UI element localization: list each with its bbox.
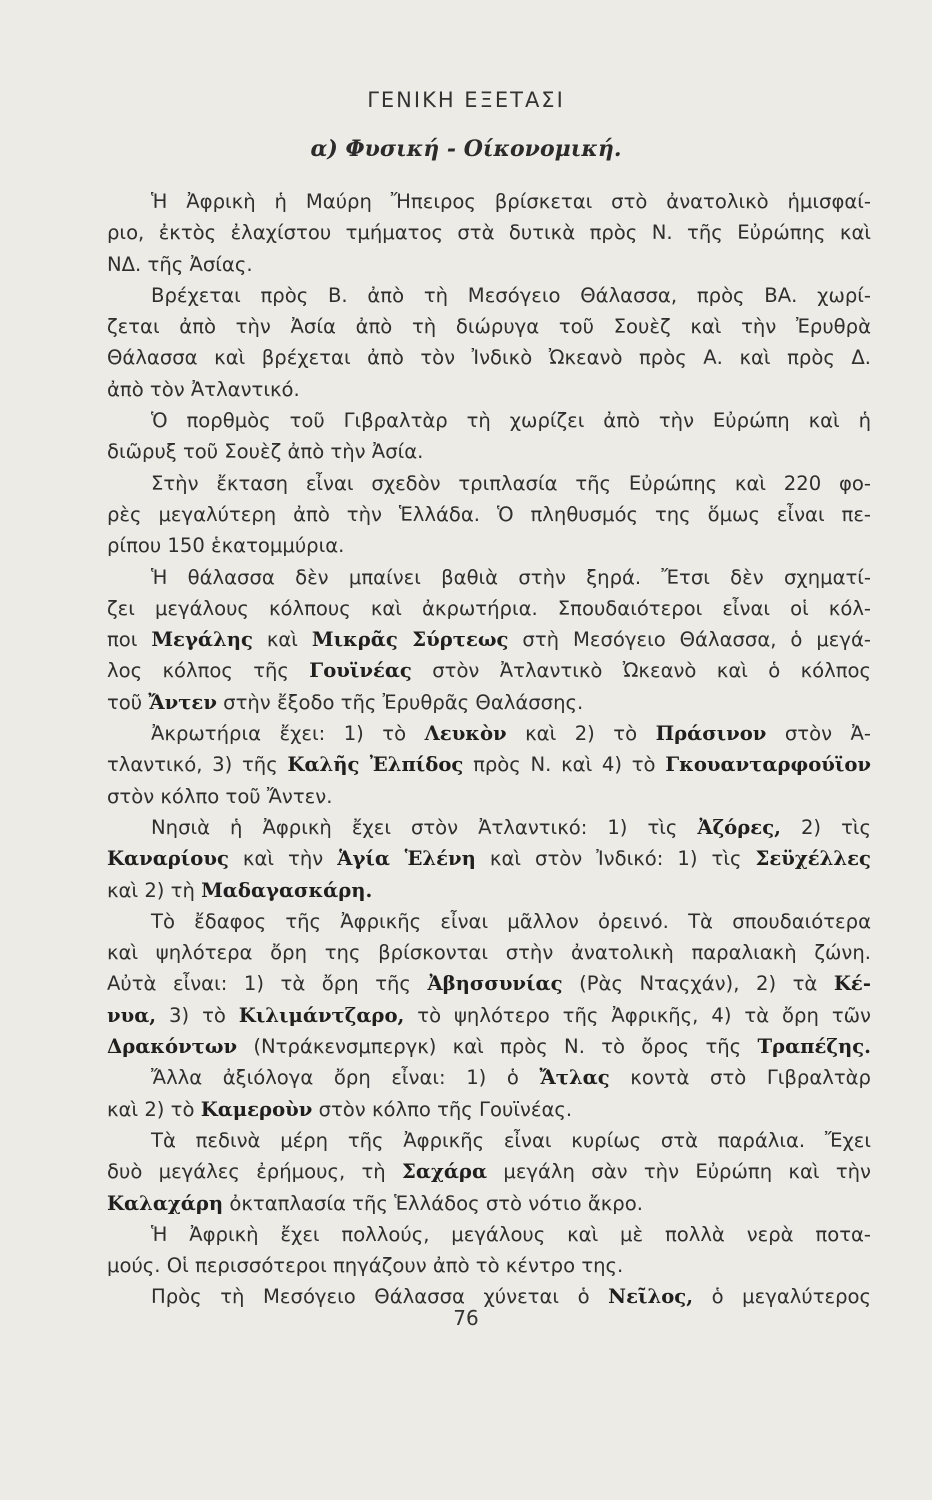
bold-term: Νεῖλος,: [608, 1285, 694, 1309]
bold-term: Σαχάρα: [402, 1160, 488, 1184]
text-line: [107, 186, 871, 217]
text-run: Βρέχεται πρὸς Β. ἀπὸ τὴ Μεσόγειο Θάλασσα, πρὸς ΒΑ. χωρί-: [151, 283, 871, 307]
text-run: ΝΔ. τῆς Ἀσίας.: [107, 252, 253, 276]
text-run: ριο, ἐκτὸς ἐλαχίστου τμήματος στὰ δυτικὰ πρὸς Ν. τῆς Εὐρώπης καὶ: [107, 221, 871, 245]
text-run: Πρὸς τὴ Μεσόγειο Θάλασσα χύνεται ὁ: [151, 1285, 609, 1309]
text-line: [107, 875, 871, 906]
bold-term: Δρακόντων: [107, 1035, 238, 1059]
bold-term: Γκουανταρφούϊον: [665, 753, 872, 777]
bold-term: Κέ-: [833, 972, 871, 996]
text-line: [107, 311, 871, 342]
text-run: ρὲς μεγαλύτερη ἀπὸ τὴν Ἑλλάδα. Ὁ πληθυσμός της ὅμως εἶναι πε-: [107, 502, 871, 526]
body-text: [107, 186, 871, 1313]
text-run: Ἡ Ἀφρικὴ ἔχει πολλούς, μεγάλους καὶ μὲ πολλὰ νερὰ ποτα-: [151, 1222, 871, 1246]
text-run: (Ρὰς Νταςχάν), 2) τὰ: [562, 972, 834, 996]
text-line: [107, 217, 871, 248]
text-run: Στὴν ἔκταση εἶναι σχεδὸν τριπλασία τῆς Εὐρώπης καὶ 220 φο-: [151, 471, 871, 495]
text-line: [107, 968, 871, 999]
text-run: καὶ: [252, 628, 312, 652]
text-line: [107, 781, 871, 812]
text-run: Ἀκρωτήρια ἔχει: 1) τὸ: [151, 722, 425, 746]
text-line: [107, 1125, 871, 1156]
text-line: [107, 624, 871, 655]
text-run: ζει μεγάλους κόλπους καὶ ἀκρωτήρια. Σπουδαιότεροι εἶναι οἱ κόλ-: [107, 596, 871, 620]
text-run: (Ντράκενσμπεργκ) καὶ πρὸς Ν. τὸ ὄρος τῆς: [237, 1035, 758, 1059]
text-run: Ἡ θάλασσα δὲν μπαίνει βαθιὰ στὴν ξηρά. Ἔτσι δὲν σχηματί-: [151, 565, 871, 589]
text-run: στὸν Ἀ-: [766, 722, 872, 746]
text-run: τοῦ: [107, 690, 149, 714]
text-run: λος κόλπος τῆς: [107, 659, 310, 683]
bold-term: Μικρᾶς Σύρτεως: [311, 628, 509, 652]
text-run: καὶ 2) τὴ: [107, 878, 202, 902]
text-line: [107, 1094, 871, 1125]
bold-term: Πράσινον: [655, 722, 767, 746]
text-line: [107, 1031, 871, 1062]
bold-term: Σεϋχέλλες: [755, 847, 871, 871]
text-run: καὶ 2) τὸ: [107, 1097, 201, 1121]
text-run: δυὸ μεγάλες ἐρήμους, τὴ: [107, 1160, 403, 1184]
text-run: ζεται ἀπὸ τὴν Ἀσία ἀπὸ τὴ διώρυγα τοῦ Σουὲζ καὶ τὴν Ἐρυθρὰ: [107, 315, 871, 339]
text-line: [107, 812, 871, 843]
bold-term: νυα,: [107, 1003, 157, 1027]
bold-term: Λευκὸν: [424, 722, 507, 746]
text-run: στὸν Ἀτλαντικὸ Ὠκεανὸ καὶ ὁ κόλπος: [411, 659, 871, 683]
text-line: [107, 843, 871, 874]
text-line: [107, 593, 871, 624]
text-line: [107, 468, 871, 499]
text-line: [107, 530, 871, 561]
text-run: ποι: [107, 628, 152, 652]
page-number: 76: [453, 1306, 479, 1330]
text-run: στὴ Μεσόγειο Θάλασσα, ὁ μεγά-: [508, 628, 871, 652]
running-header: ΓΕΝΙΚΗ ΕΞΕΤΑΣΙ: [367, 88, 565, 112]
bold-term: Καλῆς Ἐλπίδος: [287, 753, 464, 777]
bold-term: Ἄντεν: [148, 690, 217, 714]
text-run: τλαντικό, 3) τῆς: [107, 753, 288, 777]
text-run: στὸν κόλπο τῆς Γουϊνέας.: [312, 1097, 573, 1121]
text-line: [107, 1000, 871, 1031]
text-line: [107, 249, 871, 280]
text-run: ὁ μεγαλύτερος: [693, 1285, 872, 1309]
text-run: τὸ ψηλότερο τῆς Ἀφρικῆς, 4) τὰ ὄρη τῶν: [404, 1003, 871, 1027]
bold-term: Γουϊνέας: [309, 659, 412, 683]
text-line: [107, 655, 871, 686]
text-run: 3) τὸ: [156, 1003, 239, 1027]
text-line: [107, 937, 871, 968]
bold-term: Τραπέζης.: [757, 1035, 871, 1059]
text-line: [107, 687, 871, 718]
bold-term: Ἁγία Ἑλένη: [337, 847, 476, 871]
text-line: [107, 436, 871, 467]
text-run: Αὐτὰ εἶναι: 1) τὰ ὄρη τῆς: [107, 972, 428, 996]
text-run: 2) τὶς: [780, 815, 871, 839]
text-line: [107, 499, 871, 530]
bold-term: Μεγάλης: [151, 628, 253, 652]
text-run: Ἡ Ἀφρικὴ ἡ Μαύρη Ἤπειρος βρίσκεται στὸ ἀνατολικὸ ἡμισφαί-: [151, 190, 871, 213]
text-run: στὸν κόλπο τοῦ Ἄντεν.: [107, 784, 333, 808]
text-line: [107, 906, 871, 937]
text-run: ρίπου 150 ἑκατομμύρια.: [107, 534, 345, 558]
text-run: στὴν ἔξοδο τῆς Ἐρυθρᾶς Θαλάσσης.: [216, 690, 584, 714]
bold-term: Καμεροὺν: [200, 1097, 313, 1121]
bold-term: Ἄτλας: [539, 1066, 610, 1090]
text-run: Ὁ πορθμὸς τοῦ Γιβραλτὰρ τὴ χωρίζει ἀπὸ τὴν Εὐρώπη καὶ ἡ: [151, 409, 871, 433]
bold-term: Ἀζόρες,: [697, 815, 781, 839]
bold-term: Μαδαγασκάρη.: [201, 878, 373, 902]
text-run: καὶ 2) τὸ: [506, 722, 656, 746]
text-run: Θάλασσα καὶ βρέχεται ἀπὸ τὸν Ἰνδικὸ Ὠκεανὸ πρὸς Α. καὶ πρὸς Δ.: [107, 346, 871, 370]
text-line: [107, 718, 871, 749]
text-run: ὀκταπλασία τῆς Ἑλλάδος στὸ νότιο ἄκρο.: [223, 1191, 643, 1215]
text-line: [107, 562, 871, 593]
text-run: Ἄλλα ἀξιόλογα ὄρη εἶναι: 1) ὁ: [151, 1066, 540, 1090]
section-subtitle: α) Φυσική - Οίκονομική.: [310, 136, 622, 162]
text-run: Τὸ ἔδαφος τῆς Ἀφρικῆς εἶναι μᾶλλον ὀρεινό. Τὰ σπουδαιότερα: [151, 909, 871, 933]
text-line: [107, 280, 871, 311]
text-line: [107, 1062, 871, 1093]
text-run: μεγάλη σὰν τὴν Εὐρώπη καὶ τὴν: [487, 1160, 872, 1184]
text-run: Τὰ πεδινὰ μέρη τῆς Ἀφρικῆς εἶναι κυρίως στὰ παράλια. Ἔχει: [151, 1128, 871, 1152]
text-run: κοντὰ στὸ Γιβραλτὰρ: [609, 1066, 871, 1090]
text-line: [107, 749, 871, 780]
text-run: μούς. Οἱ περισσότεροι πηγάζουν ἀπὸ τὸ κέντρο της.: [107, 1254, 624, 1278]
bold-term: Καναρίους: [107, 847, 229, 871]
text-run: καὶ τὴν: [228, 847, 338, 871]
text-line: [107, 1219, 871, 1250]
text-line: [107, 1250, 871, 1281]
text-run: καὶ ψηλότερα ὄρη της βρίσκονται στὴν ἀνατολικὴ παραλιακὴ ζώνη.: [107, 941, 871, 965]
text-run: διῶρυξ τοῦ Σουὲζ ἀπὸ τὴν Ἀσία.: [107, 440, 424, 464]
bold-term: Κιλιμάντζαρο,: [238, 1003, 405, 1027]
text-run: πρὸς Ν. καὶ 4) τὸ: [463, 753, 666, 777]
text-line: [107, 342, 871, 373]
text-run: καὶ στὸν Ἰνδικό: 1) τὶς: [475, 847, 756, 871]
bold-term: Ἀβησσυνίας: [427, 972, 563, 996]
text-line: [107, 374, 871, 405]
text-line: [107, 405, 871, 436]
text-run: Νησιὰ ἡ Ἀφρικὴ ἔχει στὸν Ἀτλαντικό: 1) τὶς: [151, 815, 698, 839]
text-line: [107, 1156, 871, 1187]
bold-term: Καλαχάρη: [107, 1191, 224, 1215]
text-line: [107, 1188, 871, 1219]
text-run: ἀπὸ τὸν Ἀτλαντικό.: [107, 377, 300, 401]
